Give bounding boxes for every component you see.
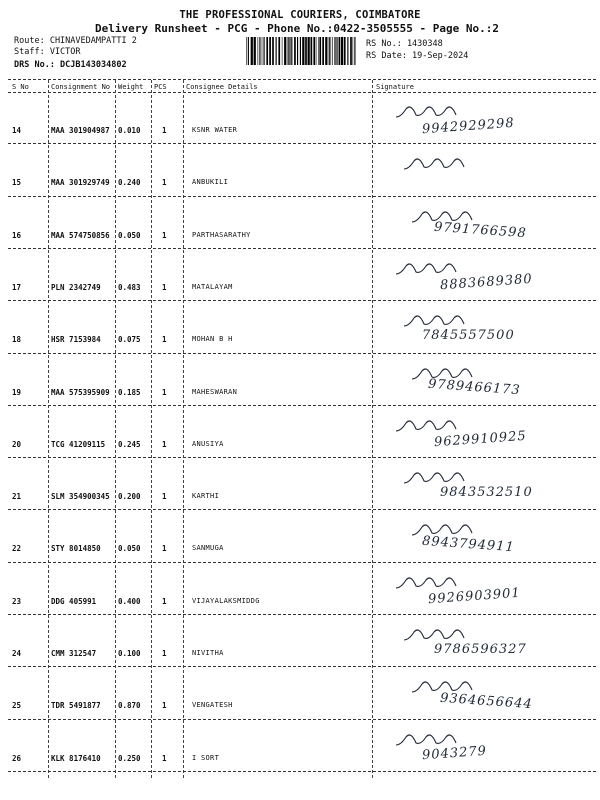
row-consignment-no: KLK 8176410: [51, 753, 101, 763]
row-pcs: 1: [162, 492, 167, 502]
row-sno: 23: [12, 596, 22, 606]
row-consignment-no: MAA 575395909: [51, 387, 110, 397]
signature-phone-number: 9843532510: [440, 484, 533, 500]
barcode-bar: [313, 37, 315, 65]
signature-phone-number: 7845557500: [422, 327, 515, 343]
barcode-bar: [319, 37, 321, 65]
rs-date: RS Date: 19-Sep-2024: [366, 51, 469, 61]
drs-label: DRS No.: DCJB143034802: [14, 60, 127, 70]
handwritten-signature: [376, 566, 598, 614]
handwritten-signature: [376, 304, 598, 352]
barcode-bar: [297, 37, 298, 65]
barcode-bar: [334, 37, 335, 65]
signature-phone-number: 8943794911: [421, 533, 516, 556]
row-separator: [8, 666, 596, 667]
row-separator: [8, 509, 596, 510]
barcode-bar: [331, 37, 332, 65]
row-consignee: KSNR WATER: [192, 126, 238, 134]
row-pcs: 1: [162, 649, 167, 658]
barcode-bar: [294, 37, 296, 65]
signature-phone-number: 9789466173: [427, 376, 522, 399]
barcode-bar: [337, 37, 338, 65]
row-sno: 26: [12, 753, 22, 763]
row-pcs: 1: [162, 282, 167, 292]
row-consignee: PARTHASARATHY: [192, 230, 251, 239]
handwritten-signature: [376, 147, 598, 195]
row-consignee: I SORT: [192, 753, 220, 762]
signature-phone-number: 9043279: [421, 743, 488, 764]
signature-phone-number: 9629910925: [433, 429, 528, 451]
signature-phone-number: 9791766598: [433, 219, 528, 242]
row-consignee: VIJAYALAKSMIDDG: [192, 596, 260, 605]
row-pcs: 1: [162, 701, 167, 711]
row-sno: 24: [12, 649, 22, 658]
handwritten-signature: [376, 513, 598, 561]
col-divider: [151, 80, 152, 778]
barcode: [246, 37, 356, 65]
table-top-rule: [8, 79, 596, 80]
barcode-bar: [246, 37, 247, 65]
barcode-bar: [266, 37, 268, 65]
barcode-bar: [276, 37, 277, 65]
barcode-bar: [305, 37, 307, 65]
barcode-bar: [251, 37, 253, 65]
row-consignee: NIVITHA: [192, 649, 224, 657]
row-pcs: 1: [162, 178, 167, 188]
row-separator: [8, 457, 596, 458]
staff-label: Staff: VICTOR: [14, 47, 81, 57]
row-weight: 0.010: [118, 126, 141, 135]
barcode-bar: [300, 37, 301, 65]
barcode-bar: [272, 37, 274, 65]
signature-phone-number: 9942929298: [421, 115, 516, 137]
barcode-bar: [322, 37, 324, 65]
barcode-bar: [262, 37, 263, 65]
row-sno: 17: [12, 282, 22, 292]
handwritten-signature: [376, 95, 598, 143]
row-weight: 0.400: [118, 596, 141, 606]
row-sno: 22: [12, 544, 22, 554]
row-pcs: 1: [162, 335, 167, 345]
barcode-bar: [302, 37, 304, 65]
row-weight: 0.050: [118, 230, 141, 240]
barcode-bar: [291, 37, 292, 65]
col-divider: [183, 80, 184, 778]
row-separator: [8, 143, 596, 144]
barcode-bar: [288, 37, 289, 65]
row-sno: 14: [12, 126, 22, 135]
row-separator: [8, 614, 596, 615]
row-separator: [8, 771, 596, 772]
barcode-bar: [341, 37, 343, 65]
row-weight: 0.870: [118, 701, 141, 711]
handwritten-signature: [376, 670, 598, 718]
row-pcs: 1: [162, 126, 167, 135]
signature-scribble: [376, 147, 598, 195]
barcode-bar: [259, 37, 260, 65]
row-weight: 0.100: [118, 649, 141, 658]
barcode-bar: [329, 37, 330, 65]
handwritten-signature: [376, 357, 598, 405]
handwritten-signature: [376, 723, 598, 771]
row-pcs: 1: [162, 230, 167, 240]
signature-phone-number: 8883689380: [439, 272, 534, 294]
barcode-bar: [339, 37, 341, 65]
barcode-bar: [264, 37, 265, 65]
row-separator: [8, 248, 596, 249]
row-sno: 19: [12, 387, 22, 397]
barcode-bar: [284, 37, 286, 65]
row-consignee: MAHESWARAN: [192, 387, 238, 396]
company-title: THE PROFESSIONAL COURIERS, COIMBATORE: [179, 9, 421, 21]
row-weight: 0.185: [118, 387, 141, 397]
col-divider: [115, 80, 116, 778]
barcode-bar: [350, 37, 352, 65]
handwritten-signature: [376, 409, 598, 457]
row-consignee: KARTHI: [192, 492, 220, 501]
row-pcs: 1: [162, 439, 167, 449]
row-weight: 0.245: [118, 439, 141, 449]
row-consignment-no: DDG 405991: [51, 596, 97, 606]
signature-phone-number: 9786596327: [434, 641, 527, 657]
row-sno: 18: [12, 335, 22, 345]
row-consignment-no: HSR 7153984: [51, 335, 101, 345]
row-consignee: ANUSIYA: [192, 439, 224, 448]
row-consignment-no: MAA 574750856: [51, 230, 110, 240]
col-header-consignment: Consignment No: [51, 83, 111, 91]
signature-phone-number: 9364656644: [439, 690, 534, 713]
col-header-pcs: PCS: [154, 83, 167, 91]
row-consignee: VENGATESH: [192, 701, 233, 710]
row-consignment-no: TDR 5491877: [51, 701, 101, 711]
barcode-bar: [289, 37, 290, 65]
row-weight: 0.483: [118, 282, 141, 292]
col-divider: [372, 80, 373, 778]
handwritten-signature: [376, 252, 598, 300]
barcode-bar: [278, 37, 280, 65]
row-sno: 16: [12, 230, 22, 240]
row-sno: 21: [12, 492, 22, 502]
row-sno: 15: [12, 178, 22, 188]
barcode-bar: [344, 37, 346, 65]
row-weight: 0.250: [118, 753, 141, 763]
barcode-bar: [318, 37, 319, 65]
col-header-signature: Signature: [376, 83, 414, 91]
row-weight: 0.050: [118, 544, 141, 554]
row-weight: 0.240: [118, 178, 141, 188]
handwritten-signature: [376, 200, 598, 248]
row-consignee: ANBUKILI: [192, 178, 229, 187]
barcode-bar: [248, 37, 249, 65]
signature-phone-number: 9926903901: [427, 586, 522, 608]
rs-number: RS No.: 1430348: [366, 39, 443, 49]
col-header-weight: Weight: [118, 83, 144, 91]
handwritten-signature: [376, 618, 598, 666]
row-pcs: 1: [162, 753, 167, 763]
row-separator: [8, 300, 596, 301]
signature-scribble: [376, 723, 598, 771]
col-header-sno: S No: [12, 83, 29, 91]
barcode-bar: [316, 37, 317, 65]
barcode-bar: [332, 37, 333, 65]
row-sno: 20: [12, 439, 22, 449]
row-consignment-no: SLM 354900345: [51, 492, 110, 502]
row-consignment-no: STY 8014850: [51, 544, 101, 554]
row-sno: 25: [12, 701, 22, 711]
col-divider: [48, 80, 49, 778]
barcode-bar: [311, 37, 313, 65]
row-separator: [8, 353, 596, 354]
row-pcs: 1: [162, 544, 167, 554]
col-header-consignee: Consignee Details: [186, 83, 258, 91]
handwritten-signature: [376, 461, 598, 509]
row-consignee: SANMUGA: [192, 544, 224, 553]
row-consignment-no: CMM 312547: [51, 649, 97, 658]
barcode-bar: [308, 37, 310, 65]
row-consignment-no: PLN 2342749: [51, 282, 101, 292]
barcode-bar: [269, 37, 271, 65]
barcode-bar: [258, 37, 259, 65]
header-bottom-rule: [8, 92, 596, 93]
row-pcs: 1: [162, 387, 167, 397]
row-consignee: MATALAYAM: [192, 282, 233, 291]
runsheet-subtitle: Delivery Runsheet - PCG - Phone No.:0422-3505555 - Page No.:2: [95, 22, 499, 35]
barcode-bar: [325, 37, 327, 65]
barcode-bar: [353, 37, 354, 65]
barcode-bar: [347, 37, 348, 65]
row-pcs: 1: [162, 596, 167, 606]
row-consignee: MOHAN B H: [192, 335, 233, 344]
route-label: Route: CHINAVEDAMPATTI 2: [14, 36, 137, 46]
row-weight: 0.200: [118, 492, 141, 502]
row-weight: 0.075: [118, 335, 141, 345]
barcode-bar: [354, 37, 355, 65]
barcode-bar: [335, 37, 336, 65]
row-consignment-no: MAA 301929749: [51, 178, 110, 188]
row-consignment-no: TCG 41209115: [51, 439, 106, 449]
row-consignment-no: MAA 301904987: [51, 126, 110, 135]
barcode-bar: [254, 37, 256, 65]
barcode-bar: [282, 37, 283, 65]
